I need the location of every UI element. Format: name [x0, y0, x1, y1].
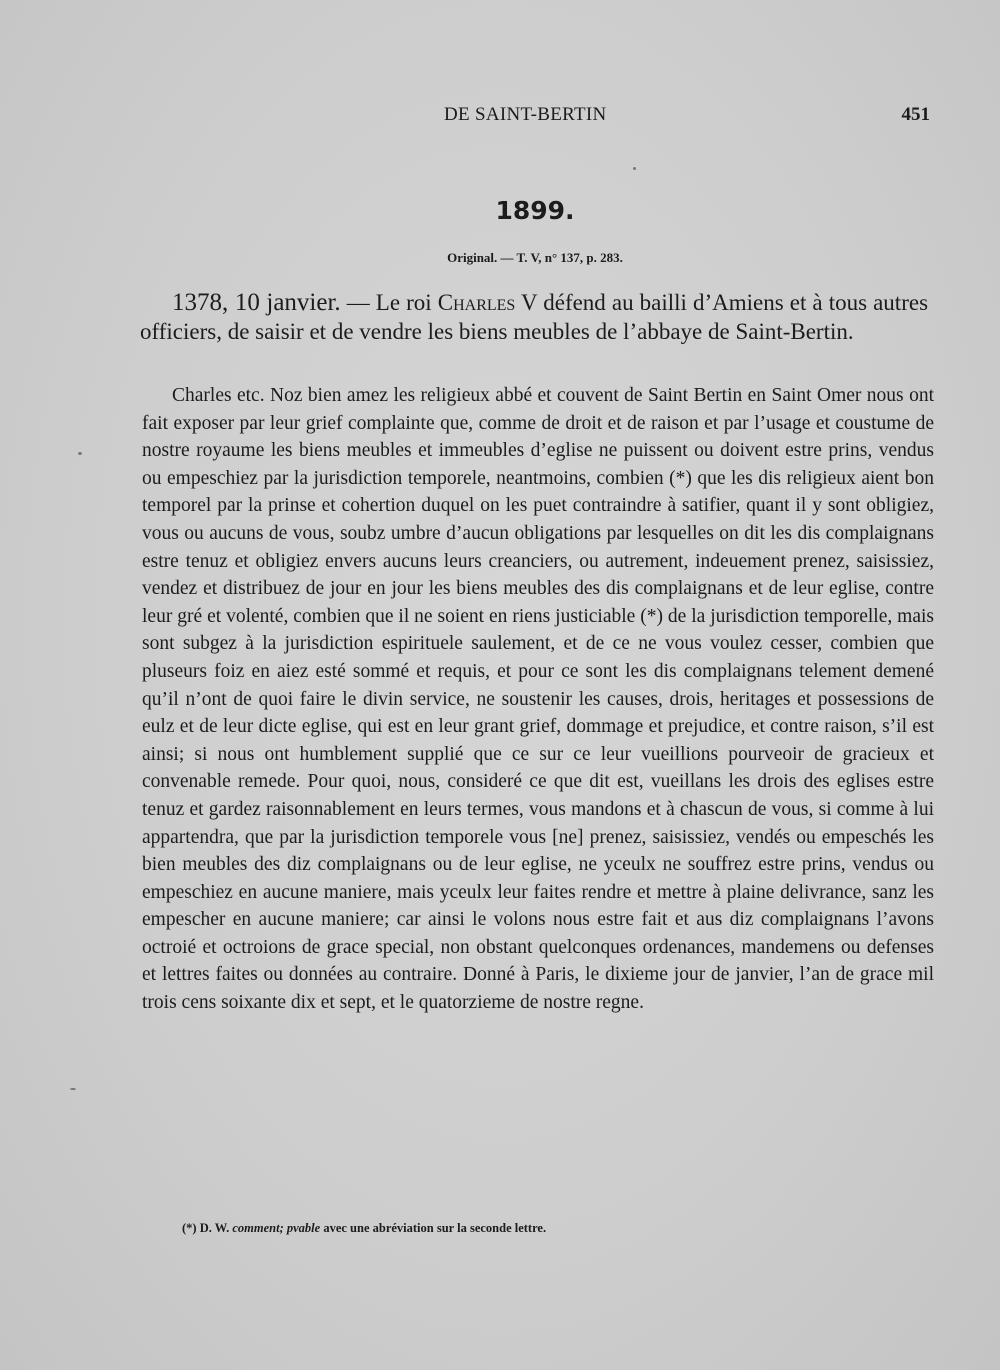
summary-date: 1378, 10 janvier.	[172, 289, 341, 316]
footnote	[182, 1221, 546, 1236]
footnote-italic-text: comment; pvable	[232, 1221, 321, 1235]
running-title: DE SAINT-BERTIN	[444, 104, 607, 125]
document-summary	[140, 288, 928, 346]
summary-text-after-name: V défend au bailli d’Amiens et à tous autres officiers, de saisir et de vendre les biens meubles de l’abbaye de Saint-Bertin.	[140, 290, 929, 344]
paper-speck-mark	[633, 167, 636, 170]
king-name: Charles	[437, 290, 516, 315]
charter-body-text: Charles etc. Noz bien amez les religieux abbé et couvent de Saint Bertin en Saint Omer nous ont fait exposer par leur grief complainte que, comme de droit et de raison et par l’usage et coustume de nostre royaume les biens meubles et immeubles d’eglise ne puissent ou doivent estre prins, vendus ou empeschiez par la jurisdiction temporele, neantmoins, combien (*) que les dis religieux aient bon temporel par la prinse et cohertion duquel on les puet contraindre à satifier, quant il y sont obligiez, vous ou aucuns de vous, soubz umbre d’aucun obligations par lesquelles on dit les dis complaignans estre tenuz et obligiez envers aucuns leurs creanciers, ou autrement, indeuement prenez, saisissiez, vendez et distribuez de jour en jour les biens meubles des dis complaignans et de leur eglise, contre leur gré et volenté, combien que il ne soient en riens justiciable (*) de la jurisdiction temporelle, mais sont subgez à la jurisdiction espirituele saulement, et de ce ne vous voulez cesser, combien que pluseurs foiz en aiez esté sommé et requis, et pour ce sont les dis complaignans telement demené qu’il n’ont de quoi faire le divin service, ne soustenir les causes, drois, heritages et possessions de eulz et de leur dicte eglise, qui est en leur grant grief, dommage et prejudice, et contre raison, s’il est ainsi; si nous ont humblement supplié que ce sur ce leur vueillions pourveoir de gracieux et convenable remede. Pour quoi, nous, consideré ce que dit est, vueillans les drois des eglises estre tenuz et gardez raisonnablement en leurs termes, vous mandons et à chascun de vous, si comme à lui appartendra, que par la jurisdiction temporele vous [ne] prenez, saisissiez, vendés ou empeschés les bien meubles des diz complaignans ou de leur eglise, ne yceulx ne souffrez estre prins, vendus ou empeschiez en aucune maniere, mais yceulx leur faites rendre et mettre à plaine delivrance, sanz les empescher en aucune maniere; car ainsi le volons nous estre fait et aus diz complaignans l’avons octroié et octroions de grace special, non obstant quelconques ordenances, mandemens ou defenses et lettres faites ou données au contraire. Donné à Paris, le dixieme jour de janvier, l’an de grace mil trois cens soixante dix et sept, et le quatorzieme de nostre regne.	[142, 385, 934, 1014]
footnote-marker: (*) D. W.	[182, 1221, 230, 1235]
document-number: 1899.	[495, 196, 575, 225]
paper-speck-mark	[78, 452, 82, 455]
page-number: 451	[901, 104, 930, 125]
summary-text-before-name: — Le roi	[340, 290, 438, 315]
paper-speck-mark	[70, 1088, 76, 1090]
footnote-text: avec une abréviation sur la seconde lettre.	[323, 1221, 547, 1235]
source-reference: Original. — T. V, n° 137, p. 283.	[447, 250, 623, 265]
